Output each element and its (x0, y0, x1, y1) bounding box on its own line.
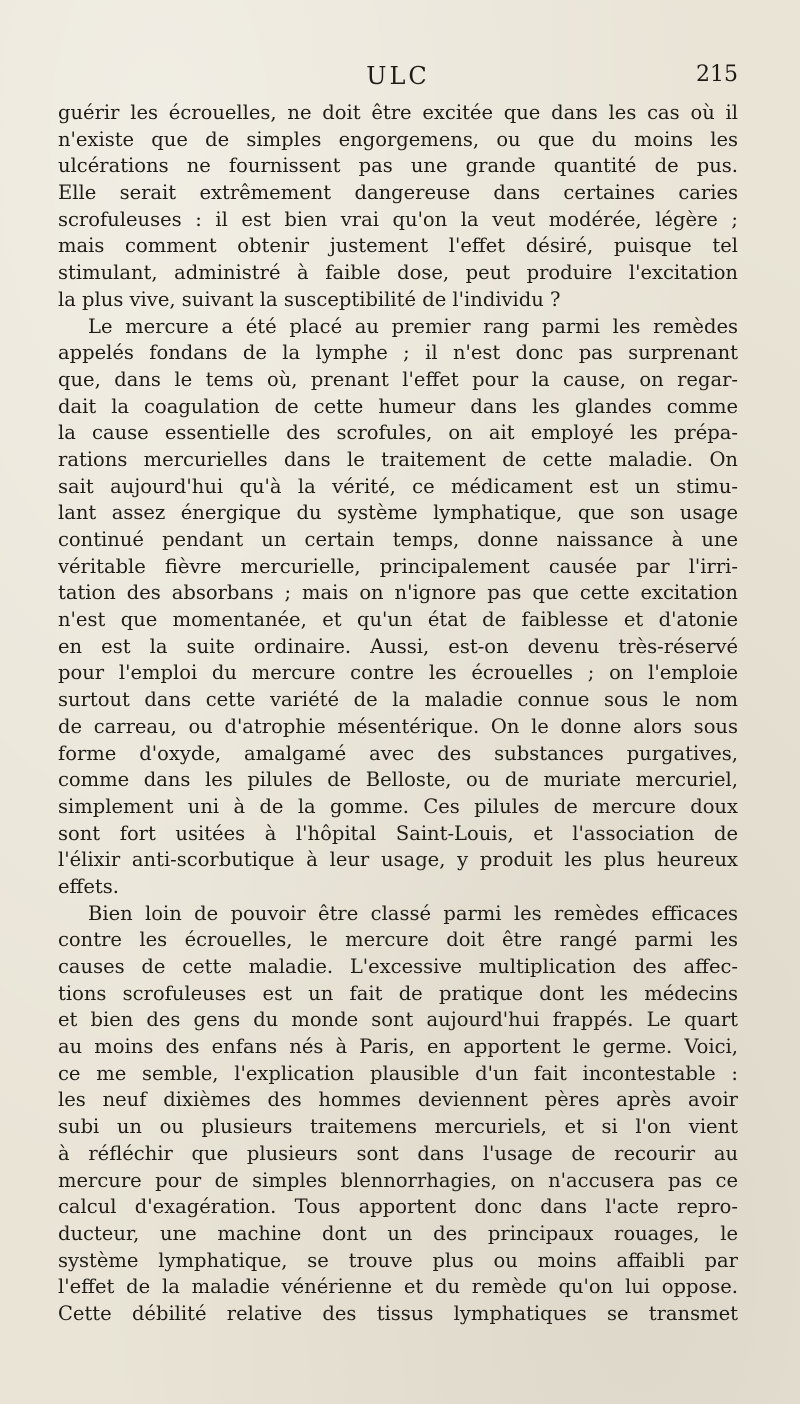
text-line: tation des absorbans ; mais on n'ignore pas que cette excitation (58, 581, 738, 605)
text-line: Cette débilité relative des tissus lymphatiques se transmet (58, 1301, 738, 1325)
body-text (58, 100, 738, 1328)
text-line: ce me semble, l'explication plausible d'un fait incontestable : (58, 1061, 738, 1085)
text-line: causes de cette maladie. L'excessive multiplication des affec- (58, 955, 738, 978)
text-line: comme dans les pilules de Belloste, ou de muriate mercuriel, (58, 768, 738, 792)
text-line: en est la suite ordinaire. Aussi, est-on devenu très-réservé (58, 634, 738, 658)
text-line: l'effet de la maladie vénérienne et du remède qu'on lui oppose. (58, 1275, 738, 1299)
text-line: et bien des gens du monde sont aujourd'hui frappés. Le quart (58, 1008, 738, 1032)
text-line: appelés fondans de la lymphe ; il n'est donc pas surprenant (58, 341, 738, 365)
text-line: subi un ou plusieurs traitemens mercuriels, et si l'on vient (58, 1115, 738, 1139)
text-line: de carreau, ou d'atrophie mésentérique. On le donne alors sous (58, 714, 738, 738)
text-line: n'existe que de simples engorgemens, ou que du moins les (58, 127, 738, 151)
text-line: au moins des enfans nés à Paris, en apportent le germe. Voici, (58, 1035, 738, 1059)
text-line: véritable fièvre mercurielle, principalement causée par l'irri- (58, 554, 738, 578)
paragraph (58, 100, 738, 314)
text-line: les neuf dixièmes des hommes deviennent pères après avoir (58, 1088, 738, 1112)
text-line: stimulant, administré à faible dose, peut produire l'excitation (58, 261, 738, 285)
text-line: tions scrofuleuses est un fait de pratique dont les médecins (58, 981, 738, 1005)
text-line: forme d'oxyde, amalgamé avec des substances purgatives, (58, 741, 738, 765)
text-line: n'est que momentanée, et qu'un état de faiblesse et d'atonie (58, 608, 738, 632)
text-line: simplement uni à de la gomme. Ces pilules de mercure doux (58, 794, 738, 818)
text-line: effets. (58, 874, 119, 898)
running-head: ULC (366, 62, 430, 90)
text-line: pour l'emploi du mercure contre les écrouelles ; on l'emploie (58, 661, 738, 685)
text-line: Elle serait extrêmement dangereuse dans certaines caries (58, 181, 738, 205)
text-line: lant assez énergique du système lymphatique, que son usage (58, 501, 738, 525)
text-line: mercure pour de simples blennorrhagies, on n'accusera pas ce (58, 1168, 738, 1192)
text-line: dait la coagulation de cette humeur dans les glandes comme (58, 394, 738, 418)
text-line: calcul d'exagération. Tous apportent donc dans l'acte repro- (58, 1195, 738, 1219)
text-line: continué pendant un certain temps, donne naissance à une (58, 528, 738, 551)
paragraph (58, 314, 738, 901)
text-line: Bien loin de pouvoir être classé parmi les remèdes efficaces (88, 901, 738, 925)
text-line: guérir les écrouelles, ne doit être excitée que dans les cas où il (58, 101, 738, 124)
text-line: l'élixir anti-scorbutique à leur usage, y produit les plus heureux (58, 848, 738, 872)
page-number: 215 (696, 62, 738, 87)
text-line: sont fort usitées à l'hôpital Saint-Louis, et l'association de (58, 821, 738, 845)
text-line: contre les écrouelles, le mercure doit être rangé parmi les (58, 928, 738, 952)
paragraph (58, 901, 738, 1328)
text-line: mais comment obtenir justement l'effet désiré, puisque tel (58, 234, 738, 258)
page-header (58, 62, 738, 96)
text-line: que, dans le tems où, prenant l'effet pour la cause, on regar- (58, 367, 738, 391)
text-line: la cause essentielle des scrofules, on ait employé les prépa- (58, 421, 738, 445)
text-line: la plus vive, suivant la susceptibilité de l'individu ? (58, 287, 561, 311)
text-line: à réfléchir que plusieurs sont dans l'usage de recourir au (58, 1141, 738, 1165)
text-line: ulcérations ne fournissent pas une grande quantité de pus. (58, 154, 738, 178)
text-line: système lymphatique, se trouve plus ou moins affaibli par (58, 1248, 738, 1272)
text-line: sait aujourd'hui qu'à la vérité, ce médicament est un stimu- (58, 474, 738, 498)
text-line: Le mercure a été placé au premier rang parmi les remèdes (88, 314, 738, 338)
text-line: ducteur, une machine dont un des principaux rouages, le (58, 1221, 738, 1245)
text-line: scrofuleuses : il est bien vrai qu'on la veut modérée, légère ; (58, 207, 738, 231)
text-line: surtout dans cette variété de la maladie connue sous le nom (58, 688, 738, 712)
text-line: rations mercurielles dans le traitement de cette maladie. On (58, 447, 738, 471)
